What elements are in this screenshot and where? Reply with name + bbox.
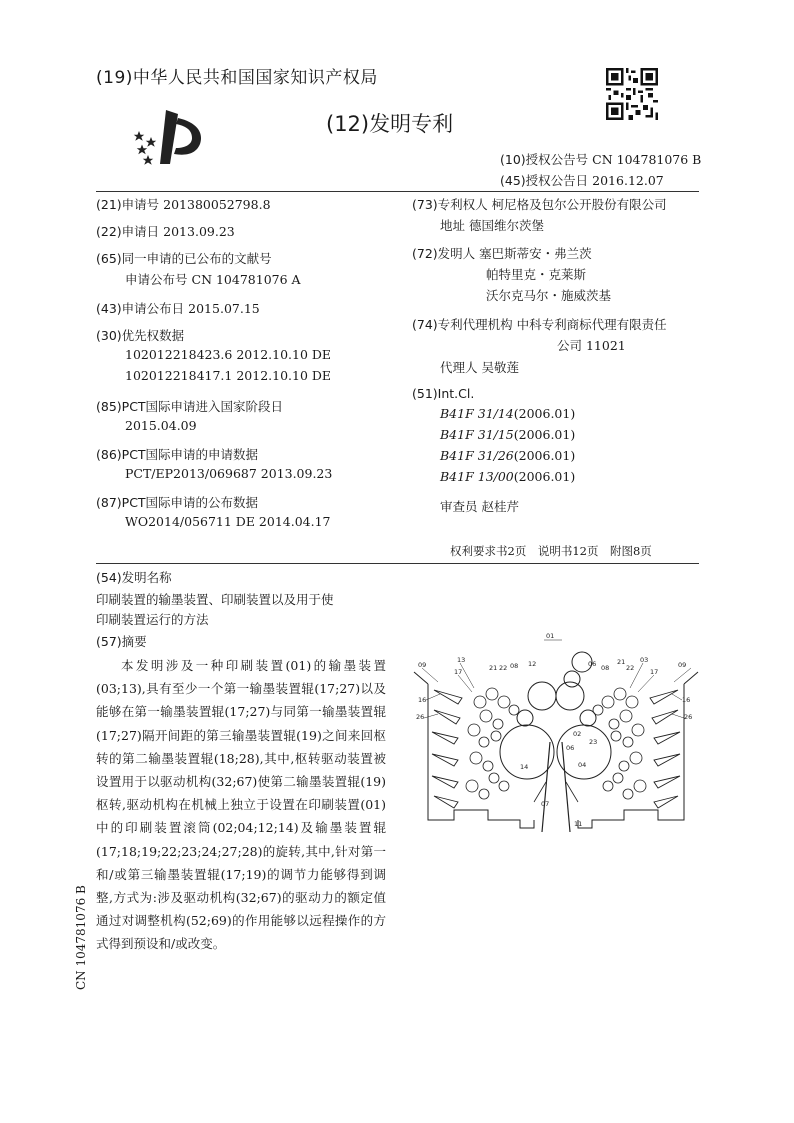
grant-info — [500, 149, 701, 191]
grant-number-label: (10)授权公告号 — [500, 152, 589, 167]
figure-label: 03 — [640, 656, 649, 664]
priority-item: 102012218423.6 2012.10.10 DE — [125, 347, 332, 362]
invention-title-line: 印刷装置运行的方法 — [96, 612, 209, 627]
abstract-label: (57)摘要 — [96, 634, 147, 649]
figure-label: 13 — [457, 656, 466, 664]
figure-label: 22 — [499, 664, 508, 672]
page-counts: 权利要求书2页 说明书12页 附图8页 — [450, 544, 652, 558]
prior-pub: CN 104781076 A — [191, 272, 301, 287]
ipc-code: B41F 31/14 — [440, 406, 514, 421]
ipc-class — [440, 448, 575, 463]
pct-entry-label: (85)PCT国际申请进入国家阶段日 — [96, 399, 284, 414]
ipc-class — [440, 406, 575, 421]
figure-label: 14 — [520, 763, 529, 771]
ipc-code: B41F 13/00 — [440, 469, 514, 484]
invention-title-line: 印刷装置的输墨装置、印刷装置以及用于使 — [96, 592, 334, 607]
header-divider — [96, 191, 699, 192]
figure-label: 21 — [489, 664, 498, 672]
inventor: 塞巴斯蒂安・弗兰茨 — [479, 246, 592, 261]
pct-pub: WO2014/056711 DE 2014.04.17 — [125, 514, 331, 529]
priority-item: 102012218417.1 2012.10.10 DE — [125, 368, 332, 383]
intcl-label: (51)Int.Cl. — [412, 386, 475, 401]
examiner-label: 审查员 — [440, 499, 478, 514]
agency-code: 公司 11021 — [557, 338, 626, 353]
ipc-class — [440, 469, 575, 484]
figure-label: 04 — [578, 761, 587, 769]
agency: 中科专利商标代理有限责任 — [516, 317, 667, 332]
document-type: (12)发明专利 — [326, 112, 454, 136]
grant-date-label: (45)授权公告日 — [500, 173, 589, 188]
prior-doc-label: (65)同一申请的已公布的文献号 — [96, 251, 272, 266]
pct-entry: 2015.04.09 — [125, 418, 197, 433]
ipc-version: (2006.01) — [513, 427, 576, 442]
pct-app-label: (86)PCT国际申请的申请数据 — [96, 447, 259, 462]
pub-date: 2015.07.15 — [188, 301, 260, 316]
title-label: (54)发明名称 — [96, 570, 172, 585]
figure-label: 02 — [573, 730, 582, 738]
agency-label: (74)专利代理机构 — [412, 317, 513, 332]
figure-label: 26 — [416, 713, 425, 721]
figure-label: 08 — [510, 662, 519, 670]
figure-label: 16 — [418, 696, 427, 704]
inventor: 帕特里克・克莱斯 — [486, 267, 587, 282]
figure-label: 06 — [566, 744, 575, 752]
figure-label: 16 — [682, 696, 691, 704]
abstract-body — [96, 654, 386, 956]
figure-label: 26 — [684, 713, 693, 721]
figure-label: 21 — [617, 658, 626, 666]
pub-date-label: (43)申请公布日 — [96, 301, 185, 316]
figure-label: 09 — [678, 661, 687, 669]
figure-label-top: 01 — [546, 632, 555, 640]
ipc-version: (2006.01) — [513, 469, 576, 484]
printing-device-figure — [410, 632, 702, 844]
app-date-label: (22)申请日 — [96, 224, 160, 239]
ipc-version: (2006.01) — [513, 448, 576, 463]
figure-label: 09 — [418, 661, 427, 669]
prior-pub-label: 申请公布号 — [125, 272, 188, 287]
figure-label: 08 — [601, 664, 610, 672]
cnipa-emblem — [130, 104, 210, 170]
app-no: 201380052798.8 — [163, 197, 271, 212]
biblio-divider — [96, 563, 699, 564]
figure-label: 22 — [626, 664, 635, 672]
address-label: 地址 — [440, 218, 466, 233]
address: 德国维尔茨堡 — [469, 218, 545, 233]
patentee-label: (73)专利权人 — [412, 197, 488, 212]
inventor: 沃尔克马尔・施威茨基 — [486, 288, 612, 303]
pct-pub-label: (87)PCT国际申请的公布数据 — [96, 495, 259, 510]
figure-label: 06 — [588, 660, 597, 668]
figure-label: 11 — [574, 820, 583, 828]
side-publication-number: CN 104781076 B — [74, 885, 88, 990]
ipc-class — [440, 427, 575, 442]
grant-date: 2016.12.07 — [592, 173, 664, 188]
abstract-text: 本发明涉及一种印刷装置(01)的输墨装置(03;13),具有至少一个第一输墨装置辊(17;27)以及能够在第一输墨装置辊(17;27)与同第一输墨装置辊(17;27)隔开间距的第三输墨装置辊(19)之间来回枢转的第二输墨装置辊(18;28),其中,枢转驱动装置被设置用于以驱动机构(32;67)使第二输墨装置辊(19)枢转,驱动机构在机械上独立于设置在印刷装置(01)中的印刷装置滚筒(02;04;12;14)及输墨装置辊(17;18;19;22;23;24;27;28)的旋转,其中,针对第一和/或第三输墨装置辊(17;19)的调节力能够得到调整,方式为:涉及驱动机构(32;67)的驱动力的额定值通过对调整机构(52;69)的作用能够以远程操作的方式得到预设和/或改变。 — [96, 658, 386, 952]
agent: 吴敬莲 — [481, 360, 520, 375]
figure-label: 17 — [650, 668, 659, 676]
ipc-code: B41F 31/15 — [440, 427, 514, 442]
issuing-office: (19)中华人民共和国国家知识产权局 — [96, 68, 378, 88]
app-no-label: (21)申请号 — [96, 197, 160, 212]
figure-label: 17 — [454, 668, 463, 676]
qr-code-icon — [606, 68, 658, 120]
agent-label: 代理人 — [440, 360, 478, 375]
priority-label: (30)优先权数据 — [96, 328, 185, 343]
patentee: 柯尼格及包尔公开股份有限公司 — [491, 197, 667, 212]
inventor-label: (72)发明人 — [412, 246, 476, 261]
figure-label: 12 — [528, 660, 537, 668]
figure-label: 23 — [589, 738, 598, 746]
grant-number: CN 104781076 B — [592, 152, 702, 167]
examiner: 赵桂芹 — [481, 499, 520, 514]
figure-label: 07 — [541, 800, 550, 808]
ipc-code: B41F 31/26 — [440, 448, 514, 463]
pct-app: PCT/EP2013/069687 2013.09.23 — [125, 466, 333, 481]
ipc-version: (2006.01) — [513, 406, 576, 421]
app-date: 2013.09.23 — [163, 224, 235, 239]
